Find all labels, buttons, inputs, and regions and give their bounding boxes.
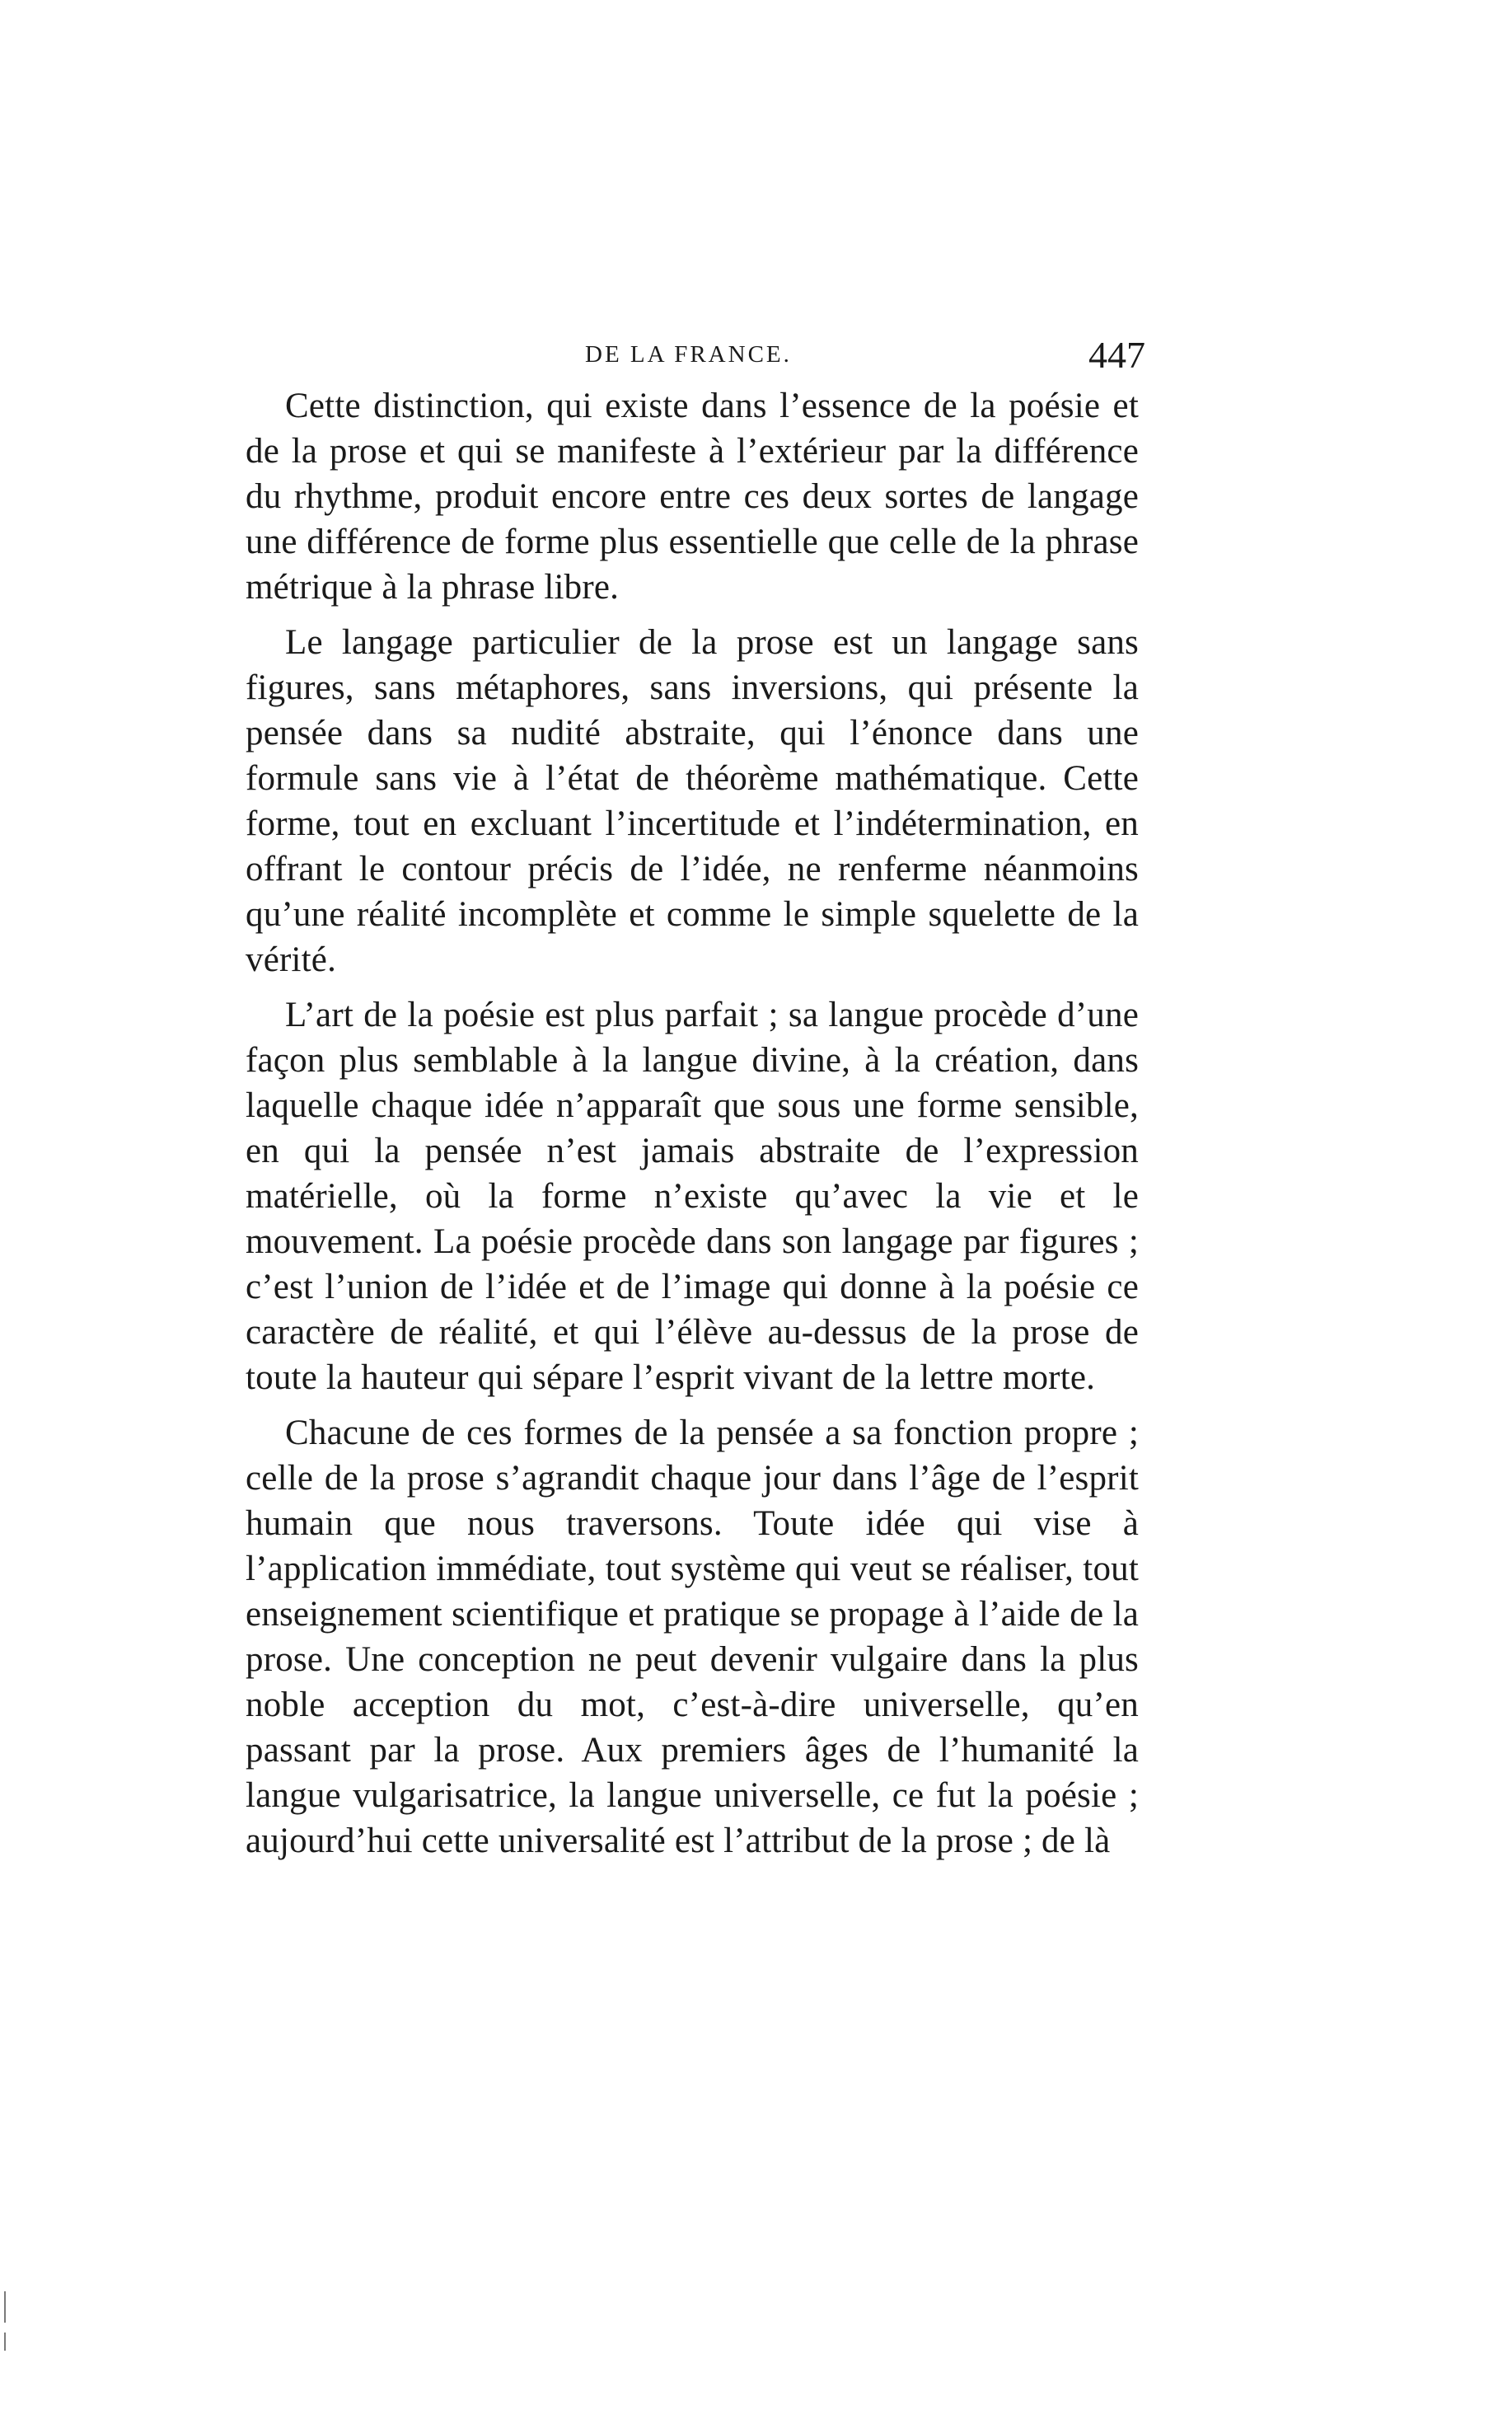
body-text bbox=[246, 383, 1139, 1864]
paragraph-2: Le langage particulier de la prose est un langage sans figures, sans métaphores, sans inversions, qui présente la pensée dans sa nudité abstraite, qui l’énonce dans une formule sans vie à l’état de théorème mathématique. Cette forme, tout en excluant l’incertitude et l’indétermination, en offrant le contour précis de l’idée, ne renferme néanmoins qu’une réalité incomplète et comme le simple squelette de la vérité. bbox=[246, 623, 1139, 979]
paragraph-3: L’art de la poésie est plus parfait ; sa langue procède d’une façon plus semblable à la langue divine, à la création, dans laquelle chaque idée n’apparaît que sous une forme sensible, en qui la pensée n’est jamais abstraite de l’expression matérielle, où la forme n’existe qu’avec la vie et le mouvement. La poésie procède dans son langage par figures ; c’est l’union de l’idée et de l’image qui donne à la poésie ce caractère de réalité, et qui l’élève au-dessus de la prose de toute la hauteur qui sépare l’esprit vivant de la lettre morte. bbox=[246, 996, 1139, 1397]
page-number: 447 bbox=[1088, 334, 1145, 376]
paragraph-1: Cette distinction, qui existe dans l’essence de la poésie et de la prose et qui se manifeste à l’extérieur par la différence du rhythme, produit encore entre ces deux sortes de langage une différence de forme plus essentielle que celle de la phrase métrique à la phrase libre. bbox=[246, 387, 1139, 607]
scan-margin-mark bbox=[4, 2291, 6, 2323]
running-head bbox=[247, 334, 1145, 387]
scan-margin-mark bbox=[4, 2333, 6, 2351]
paragraph-4: Chacune de ces formes de la pensée a sa fonction propre ; celle de la prose s’agrandit chaque jour dans l’âge de l’esprit humain que nous traversons. Toute idée qui vise à l’application immédiate, tout système qui veut se réaliser, tout enseignement scientifique et pratique se propage à l’aide de la prose. Une conception ne peut devenir vulgaire dans la plus noble acception du mot, c’est-à-dire universelle, qu’en passant par la prose. Aux premiers âges de l’humanité la langue vulgarisatrice, la langue universelle, ce fut la poésie ; aujourd’hui cette universalité est l’attribut de la prose ; de là bbox=[246, 1414, 1139, 1860]
running-title: DE LA FRANCE. bbox=[585, 341, 792, 368]
